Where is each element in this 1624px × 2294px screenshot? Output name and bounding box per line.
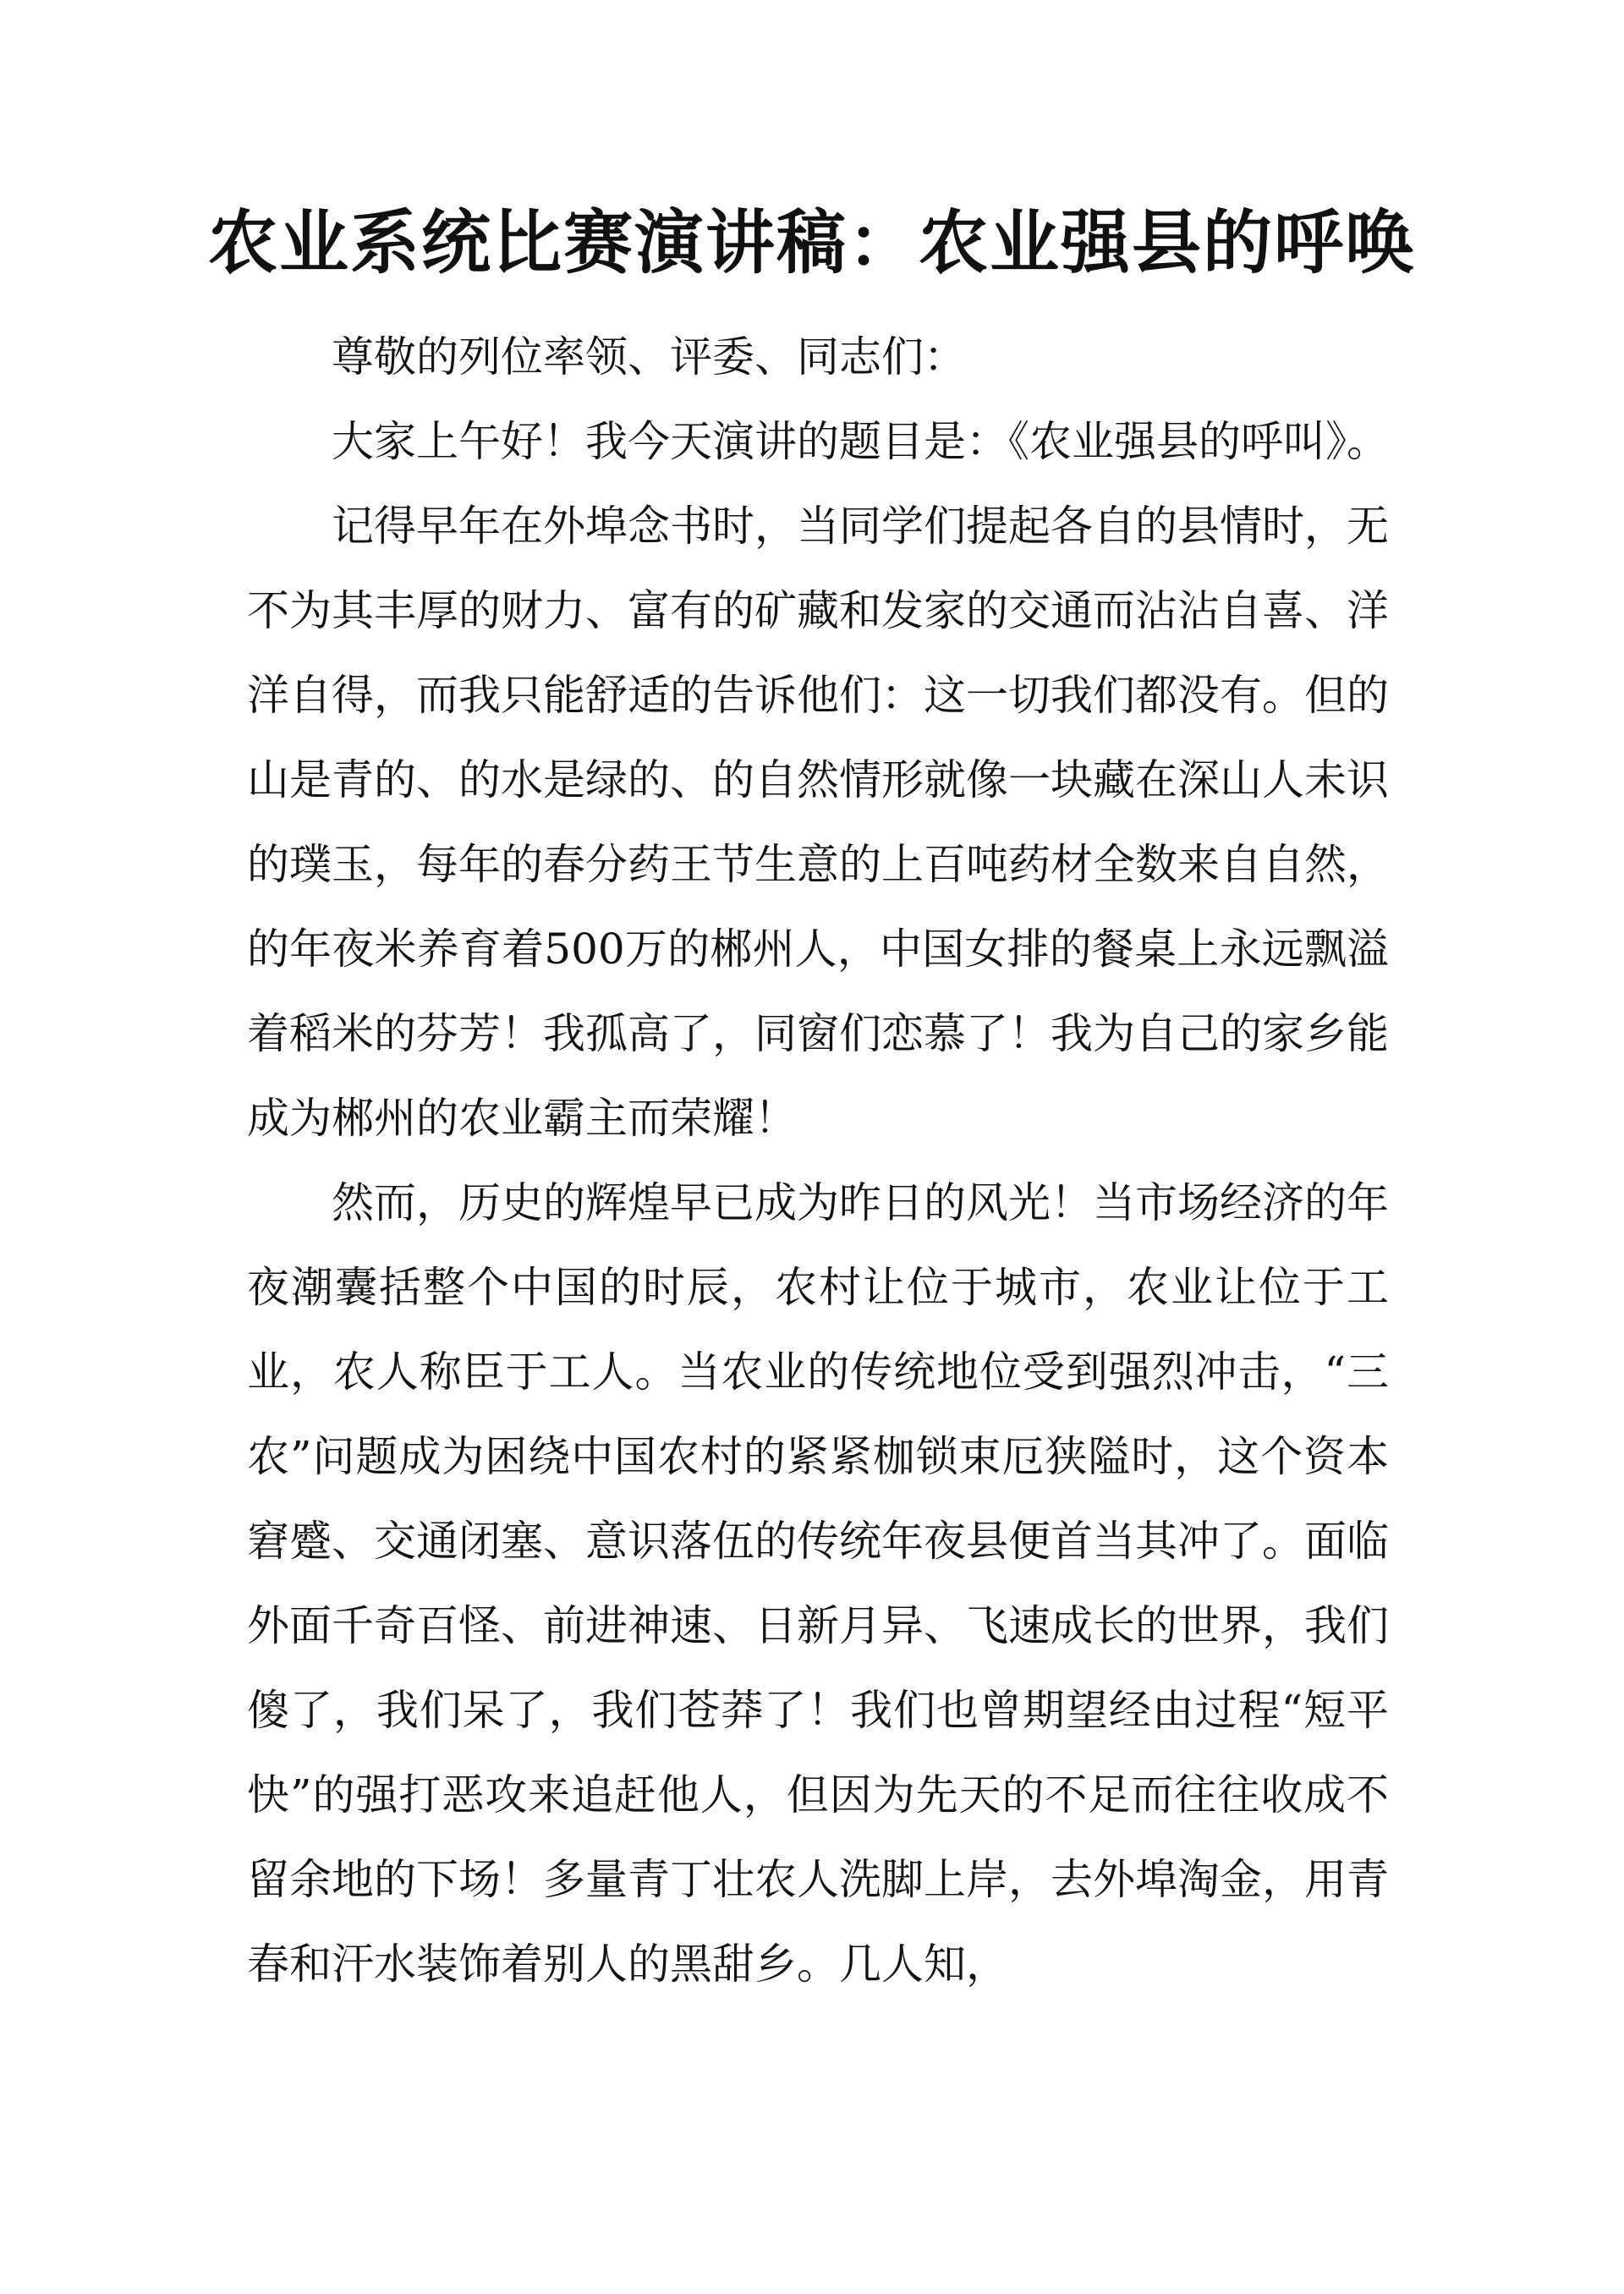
paragraph-opening: 大家上午好！我今天演讲的题目是：《农业强县的呼叫》。 — [332, 417, 1389, 466]
paragraph-greeting: 尊敬的列位率领、评委、同志们： — [332, 332, 966, 381]
document-title: 农业系统比赛演讲稿：农业强县的呼唤 — [207, 202, 1416, 283]
paragraph-history: 然而，历史的辉煌早已成为昨日的风光！当市场经济的年夜潮囊括整个中国的时辰，农村让位于城市，农业让位于工业，农人称臣于工人。当农业的传统地位受到强烈冲击，“三农”问题成为困绕中国农村的紧紧枷锁束厄狭隘时，这个资本窘蹙、交通闭塞、意识落伍的传统年夜县便首当其冲了。面临外面千奇百怪、前进神速、日新月异、飞速成长的世界，我们傻了，我们呆了，我们苍莽了！我们也曾期望经由过程“短平快”的强打恶攻来追赶他人，但因为先天的不足而往往收成不留余地的下场！多量青丁壮农人洗脚上岸，去外埠淘金，用青春和汗水装饰着别人的黑甜乡。几人知， — [247, 1178, 1389, 1989]
paragraph-memories: 记得早年在外埠念书时，当同学们提起各自的县情时，无不为其丰厚的财力、富有的矿藏和发家的交通而沾沾自喜、洋洋自得，而我只能舒适的告诉他们：这一切我们都没有。但的山是青的、的水是绿的、的自然情形就像一块藏在深山人未识的璞玉，每年的春分药王节生意的上百吨药材全数来自自然，的年夜米养育着500万的郴州人，中国女排的餐桌上永远飘溢着稻米的芬芳！我孤高了，同窗们恋慕了！我为自己的家乡能成为郴州的农业霸主而荣耀！ — [247, 502, 1389, 1143]
document-body — [247, 315, 1389, 2006]
